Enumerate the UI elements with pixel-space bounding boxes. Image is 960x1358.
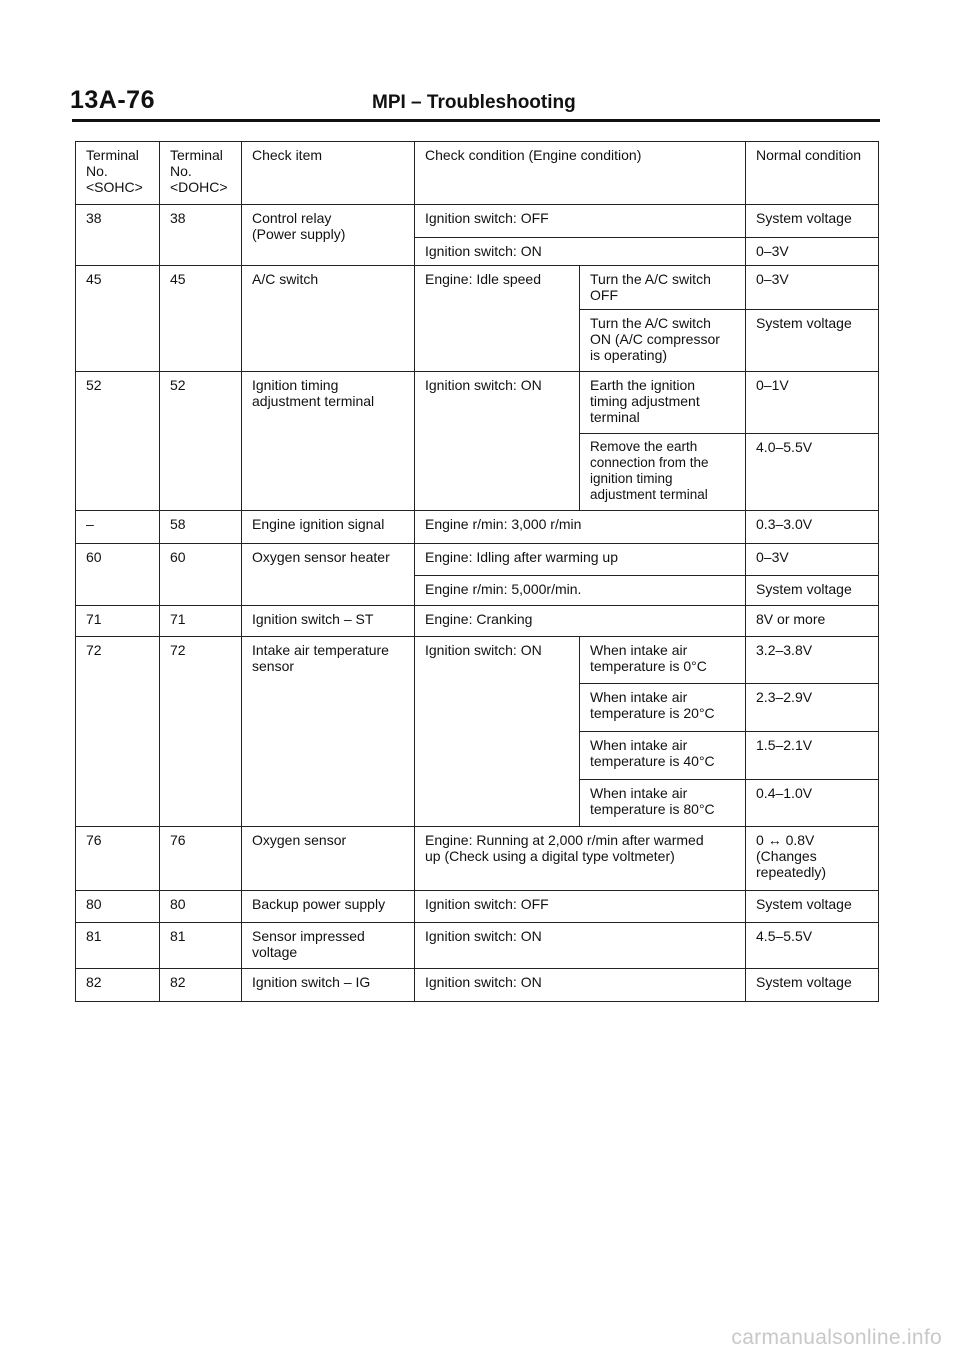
header-normal-condition: Normal condition: [746, 142, 879, 205]
table-row: [76, 205, 879, 238]
table-row: [76, 372, 879, 434]
troubleshooting-table-container: [75, 141, 878, 1002]
page-title: MPI – Troubleshooting: [372, 92, 576, 113]
sub-condition-cell: When intake air temperature is 20°C: [580, 684, 746, 732]
check-item-cell: A/C switch: [242, 266, 415, 372]
check-condition-cell: Engine: Idling after warming up: [415, 544, 746, 576]
table-row: [76, 637, 879, 684]
normal-condition-cell: System voltage: [746, 576, 879, 606]
terminal-dohc-cell: 76: [160, 827, 242, 891]
normal-condition-cell: 0–3V: [746, 544, 879, 576]
sub-condition-cell: When intake air temperature is 40°C: [580, 732, 746, 780]
normal-condition-cell: System voltage: [746, 891, 879, 923]
terminal-dohc-cell: 60: [160, 544, 242, 606]
normal-condition-cell: System voltage: [746, 310, 879, 372]
normal-condition-cell: 8V or more: [746, 606, 879, 637]
terminal-sohc-cell: 60: [76, 544, 160, 606]
terminal-dohc-cell: 58: [160, 511, 242, 544]
table-row: [76, 511, 879, 544]
check-condition-cell: Engine r/min: 5,000r/min.: [415, 576, 746, 606]
terminal-sohc-cell: 81: [76, 923, 160, 969]
terminal-dohc-cell: 45: [160, 266, 242, 372]
table-header-row: [76, 142, 879, 205]
check-condition-cell: Engine: Cranking: [415, 606, 746, 637]
normal-condition-cell: 0.3–3.0V: [746, 511, 879, 544]
terminal-sohc-cell: 45: [76, 266, 160, 372]
terminal-dohc-cell: 80: [160, 891, 242, 923]
table-row: [76, 266, 879, 310]
check-item-cell: Intake air temperature sensor: [242, 637, 415, 827]
check-item-cell: Ignition switch – IG: [242, 969, 415, 1002]
check-item-cell: Ignition switch – ST: [242, 606, 415, 637]
check-condition-cell: Engine: Running at 2,000 r/min after warmed up (Check using a digital type voltmeter): [415, 827, 746, 891]
check-condition-cell: Ignition switch: OFF: [415, 205, 746, 238]
sub-condition-cell: When intake air temperature is 80°C: [580, 780, 746, 827]
check-condition-cell: Ignition switch: ON: [415, 238, 746, 266]
normal-condition-cell: 1.5–2.1V: [746, 732, 879, 780]
page-number: 13A-76: [70, 86, 155, 114]
check-condition-cell: Ignition switch: ON: [415, 969, 746, 1002]
check-item-cell: Oxygen sensor heater: [242, 544, 415, 606]
terminal-sohc-cell: 76: [76, 827, 160, 891]
normal-condition-cell: 4.0–5.5V: [746, 434, 879, 511]
check-condition-cell: Engine: Idle speed: [415, 266, 580, 372]
normal-condition-cell: 0 ↔ 0.8V (Changes repeatedly): [746, 827, 879, 891]
sub-condition-cell: Remove the earth connection from the ignition timing adjustment terminal: [580, 434, 746, 511]
terminal-sohc-cell: –: [76, 511, 160, 544]
terminal-sohc-cell: 82: [76, 969, 160, 1002]
check-item-cell: Control relay (Power supply): [242, 205, 415, 266]
check-condition-cell: Ignition switch: ON: [415, 637, 580, 827]
watermark: carmanualsonline.info: [731, 1326, 942, 1349]
table-row: [76, 827, 879, 891]
header-check-condition: Check condition (Engine condition): [415, 142, 746, 205]
check-item-cell: Engine ignition signal: [242, 511, 415, 544]
terminal-dohc-cell: 52: [160, 372, 242, 511]
terminal-dohc-cell: 82: [160, 969, 242, 1002]
normal-condition-cell: 3.2–3.8V: [746, 637, 879, 684]
sub-condition-cell: When intake air temperature is 0°C: [580, 637, 746, 684]
header-terminal-sohc: Terminal No. <SOHC>: [76, 142, 160, 205]
terminal-dohc-cell: 71: [160, 606, 242, 637]
normal-condition-cell: System voltage: [746, 969, 879, 1002]
sub-condition-cell: Turn the A/C switch OFF: [580, 266, 746, 310]
table-row: [76, 891, 879, 923]
terminal-dohc-cell: 72: [160, 637, 242, 827]
normal-condition-cell: 4.5–5.5V: [746, 923, 879, 969]
header-terminal-dohc: Terminal No. <DOHC>: [160, 142, 242, 205]
normal-condition-cell: 2.3–2.9V: [746, 684, 879, 732]
check-item-cell: Backup power supply: [242, 891, 415, 923]
terminal-dohc-cell: 81: [160, 923, 242, 969]
header-rule: [72, 119, 880, 122]
normal-condition-cell: System voltage: [746, 205, 879, 238]
table-row: [76, 544, 879, 576]
check-condition-cell: Ignition switch: OFF: [415, 891, 746, 923]
terminal-dohc-cell: 38: [160, 205, 242, 266]
normal-condition-cell: 0–3V: [746, 238, 879, 266]
check-item-cell: Ignition timing adjustment terminal: [242, 372, 415, 511]
table-row: [76, 606, 879, 637]
terminal-sohc-cell: 72: [76, 637, 160, 827]
check-condition-cell: Ignition switch: ON: [415, 372, 580, 511]
terminal-sohc-cell: 38: [76, 205, 160, 266]
normal-condition-cell: 0–1V: [746, 372, 879, 434]
sub-condition-cell: Turn the A/C switch ON (A/C compressor is operating): [580, 310, 746, 372]
terminal-sohc-cell: 80: [76, 891, 160, 923]
check-item-cell: Sensor impressed voltage: [242, 923, 415, 969]
terminal-check-table: [75, 141, 879, 1002]
normal-condition-cell: 0.4–1.0V: [746, 780, 879, 827]
check-condition-cell: Engine r/min: 3,000 r/min: [415, 511, 746, 544]
header-check-item: Check item: [242, 142, 415, 205]
check-item-cell: Oxygen sensor: [242, 827, 415, 891]
sub-condition-cell: Earth the ignition timing adjustment terminal: [580, 372, 746, 434]
table-row: [76, 969, 879, 1002]
terminal-sohc-cell: 52: [76, 372, 160, 511]
terminal-sohc-cell: 71: [76, 606, 160, 637]
table-row: [76, 923, 879, 969]
normal-condition-cell: 0–3V: [746, 266, 879, 310]
check-condition-cell: Ignition switch: ON: [415, 923, 746, 969]
